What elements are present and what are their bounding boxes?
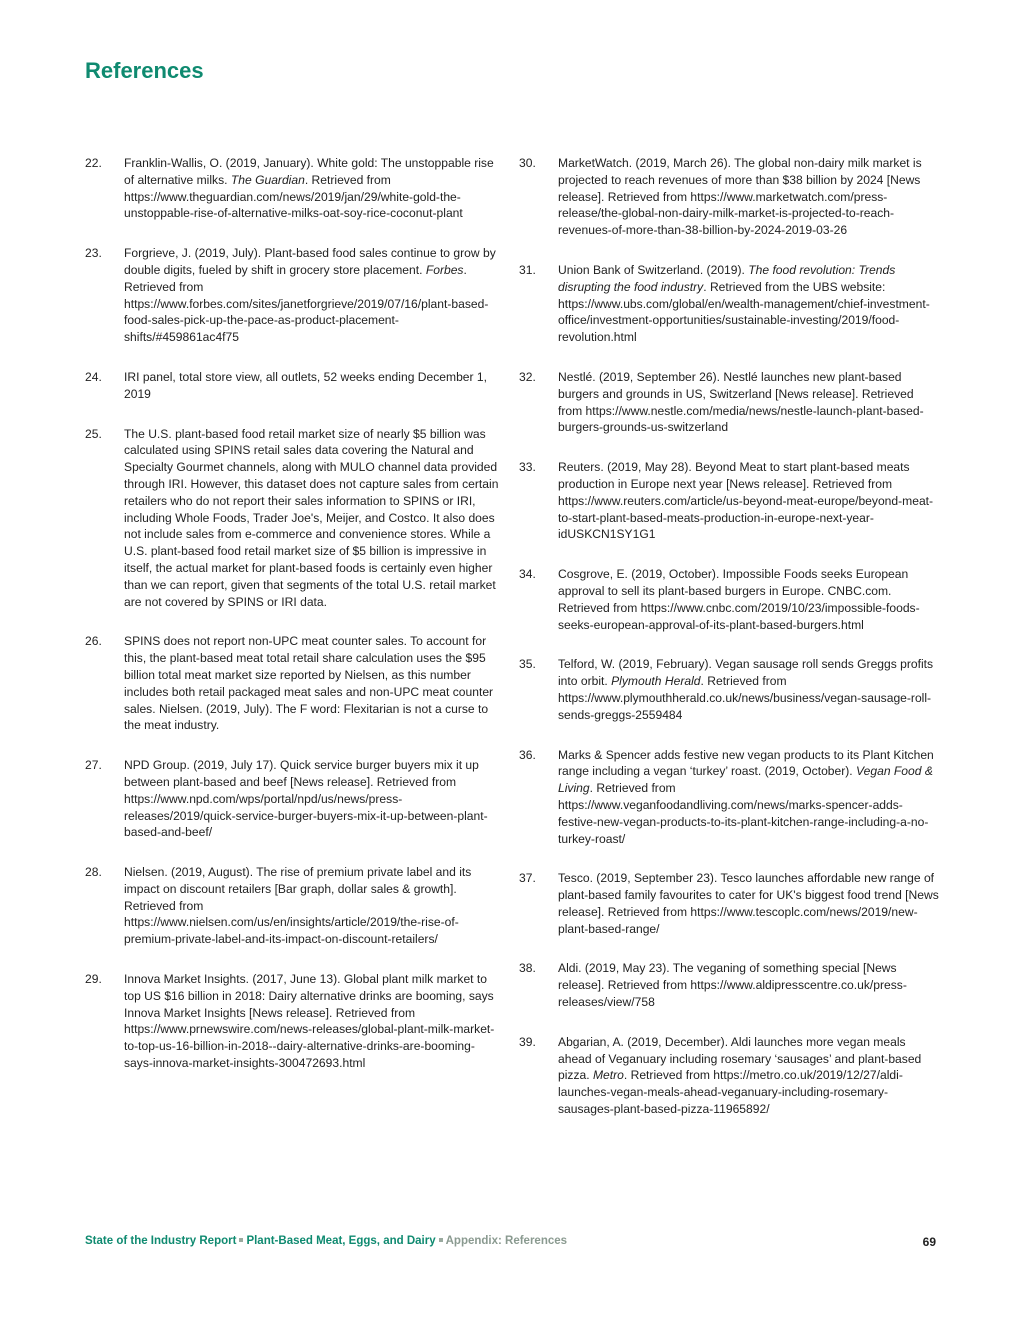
reference-text bbox=[124, 971, 503, 1072]
reference-text bbox=[124, 633, 503, 734]
reference-text-part: MarketWatch. (2019, March 26). The global non-dairy milk market is projected to reach revenues of more than $38 billion by 2024 [News release]. Retrieved from https://www.marketwatch.com/press-release/the-global-non-dairy-milk-market-is-projected-to-reach-revenues-of-more-than-38-billion-by-2024-2019-03-26 bbox=[558, 156, 922, 238]
reference-item bbox=[85, 426, 503, 611]
reference-item bbox=[519, 155, 939, 239]
reference-text-part: Telford, W. (2019, February). Vegan sausage roll sends Greggs profits into orbit. bbox=[558, 657, 934, 689]
reference-text-part: Union Bank of Switzerland. (2019). bbox=[558, 262, 749, 277]
reference-text-part: IRI panel, total store view, all outlets, 52 weeks ending December 1, 2019 bbox=[124, 369, 488, 401]
reference-item bbox=[519, 960, 939, 1010]
reference-number: 29. bbox=[85, 972, 102, 987]
reference-item bbox=[519, 459, 939, 543]
reference-text bbox=[124, 864, 503, 948]
reference-item bbox=[519, 262, 939, 346]
reference-text-part: Aldi. (2019, May 23). The veganing of something special [News release]. Retrieved from https://www.aldipresscentre.co.uk/press-releases/view/758 bbox=[558, 961, 907, 1010]
reference-text-part: Innova Market Insights. (2017, June 13). Global plant milk market to top US $16 billion in 2018: Dairy alternative drinks are booming, says Innova Market Insights [News release]. Retrieved from https://www.prnewswire.com/news-releases/global-plant-milk-market-to-top-us-16-billion-in-2018--dairy-alternative-drinks-are-booming-says-innova-market-insights-300472693.html bbox=[124, 972, 495, 1071]
reference-number: 36. bbox=[519, 747, 536, 762]
reference-text-part: Reuters. (2019, May 28). Beyond Meat to start plant-based meats production in Europe next year [News release]. Retrieved from https://www.reuters.com/article/us-beyond-meat-europe/beyond-meat-to-start-plant-based-meats-production-in-europe-next-year-idUSKCN1SY1G1 bbox=[558, 460, 934, 542]
page-number: 69 bbox=[922, 1235, 936, 1249]
page-title: References bbox=[85, 58, 204, 83]
reference-text-part: . Retrieved from https://metro.co.uk/2019/12/27/aldi-launches-vegan-meals-ahead-veganuary-including-rosemary-sausages-plant-based-pizza-11965892/ bbox=[558, 1068, 903, 1117]
reference-number: 23. bbox=[85, 246, 102, 261]
reference-number: 35. bbox=[519, 657, 536, 672]
reference-number: 31. bbox=[519, 262, 536, 277]
reference-text bbox=[558, 155, 939, 239]
reference-number: 27. bbox=[85, 758, 102, 773]
reference-item bbox=[85, 757, 503, 841]
reference-item bbox=[85, 245, 503, 346]
footer-breadcrumb bbox=[85, 1235, 567, 1247]
reference-item bbox=[519, 1034, 939, 1118]
reference-text-part: NPD Group. (2019, July 17). Quick service burger buyers mix it up between plant-based and beef [News release]. Retrieved from https://www.npd.com/wps/portal/npd/us/news/press-releases/2019/quick-service-burger-buyers-mix-it-up-between-plant-based-and-beef/ bbox=[124, 758, 488, 840]
reference-item bbox=[85, 369, 503, 403]
reference-number: 24. bbox=[85, 369, 102, 384]
reference-text-part: Nestlé. (2019, September 26). Nestlé launches new plant-based burgers and grounds in US, Switzerland [News release]. Retrieved from https://www.nestle.com/media/news/nestle-launch-plant-based-burgers-grounds-us-switzerland bbox=[558, 369, 924, 435]
reference-text-part: Tesco. (2019, September 23). Tesco launches affordable new range of plant-based family favourites to cater for UK's biggest food trend [News release]. Retrieved from https://www.tescoplc.com/news/2019/new-plant-based-range/ bbox=[558, 871, 939, 936]
reference-text-part: . Retrieved from https://www.plymouthherald.co.uk/news/business/vegan-sausage-roll-sends-greggs-2559484 bbox=[558, 674, 932, 722]
reference-number: 34. bbox=[519, 567, 536, 582]
separator-square-icon bbox=[239, 1238, 243, 1242]
reference-number: 32. bbox=[519, 369, 536, 384]
reference-text-part: Cosgrove, E. (2019, October). Impossible Foods seeks European approval to sell its plant-based burgers in Europe. CNBC.com. Retrieved from https://www.cnbc.com/2019/10/23/impossible-foods-seeks-european-approval-of-its-plant-based-burgers.html bbox=[558, 567, 920, 632]
reference-text-part: Franklin-Wallis, O. (2019, January). White gold: The unstoppable rise of alternative milks. bbox=[124, 156, 494, 187]
separator-square-icon bbox=[439, 1238, 443, 1242]
footer-report-title: State of the Industry Report bbox=[85, 1235, 237, 1247]
reference-text-part: The U.S. plant-based food retail market size of nearly $5 billion was calculated using SPINS retail sales data covering the Natural and Specialty Gourmet channels, along with MULO channel data provided through IRI. However, this dataset does not capture sales from certain retailers who do not report their sales information to SPINS or IRI, including Whole Foods, Trader Joe's, Meijer, and Costco. It also does not include sales from e-commerce and convenience stores. While a U.S. plant-based food retail market size of $5 billion is impressive in itself, the actual market for plant-based foods is certainly even higher than we can report, given that segments of the total U.S. retail market are not covered by SPINS or IRI data. bbox=[124, 426, 499, 609]
footer-section-title: Plant-Based Meat, Eggs, and Dairy bbox=[246, 1235, 436, 1247]
reference-text bbox=[124, 245, 503, 346]
reference-number: 28. bbox=[85, 865, 102, 880]
reference-text-part: . Retrieved from the UBS website: https://www.ubs.com/global/en/wealth-management/chief-investment-office/investment-opportunities/sustainable-investing/2019/food-revolution.html bbox=[558, 279, 930, 345]
reference-item bbox=[519, 656, 939, 723]
reference-number: 39. bbox=[519, 1034, 536, 1049]
reference-text-part: . Retrieved from https://www.veganfoodandliving.com/news/marks-spencer-adds-festive-new-vegan-products-to-its-plant-kitchen-range-including-a-no-turkey-roast/ bbox=[558, 781, 929, 846]
reference-text bbox=[124, 426, 503, 611]
reference-number: 38. bbox=[519, 961, 536, 976]
reference-number: 30. bbox=[519, 156, 536, 170]
reference-text bbox=[558, 656, 939, 723]
reference-number: 22. bbox=[85, 156, 102, 170]
reference-source-title: Forbes bbox=[425, 262, 464, 277]
reference-item bbox=[519, 369, 939, 436]
reference-text bbox=[558, 960, 939, 1010]
reference-number: 26. bbox=[85, 634, 102, 649]
reference-text bbox=[558, 262, 939, 346]
reference-source-title: The Guardian bbox=[230, 172, 305, 187]
reference-text bbox=[558, 870, 939, 937]
reference-text bbox=[124, 155, 503, 222]
reference-text bbox=[558, 459, 939, 543]
reference-text bbox=[558, 369, 939, 436]
reference-source-title: Metro bbox=[592, 1068, 624, 1083]
reference-item bbox=[519, 747, 939, 848]
reference-text bbox=[558, 566, 939, 633]
reference-text-part: . Retrieved from https://www.forbes.com/sites/janetforgrieve/2019/07/16/plant-based-food-sales-pick-up-the-pace-as-product-placement-shifts/#459861ac4f75 bbox=[124, 262, 489, 345]
reference-text bbox=[558, 747, 939, 848]
reference-text bbox=[124, 757, 503, 841]
reference-item bbox=[85, 155, 503, 222]
reference-item bbox=[85, 864, 503, 948]
reference-source-title: Vegan Food & Living bbox=[558, 764, 933, 796]
reference-text-part: Forgrieve, J. (2019, July). Plant-based food sales continue to grow by double digits, fueled by shift in grocery store placement. bbox=[124, 246, 496, 277]
reference-number: 25. bbox=[85, 426, 102, 441]
references-right-column bbox=[519, 155, 939, 1141]
reference-item bbox=[85, 633, 503, 734]
reference-text-part: SPINS does not report non-UPC meat counter sales. To account for this, the plant-based meat total retail share calculation uses the $95 billion total meat market size reported by Nielsen, as this number includes both retail packaged meat sales and non-UPC meat counter sales. Nielsen. (2019, July). The F word: Flexitarian is not a curse to the meat industry. bbox=[124, 634, 494, 733]
reference-text-part: . Retrieved from https://www.theguardian.com/news/2019/jan/29/white-gold-the-unstoppable-rise-of-alternative-milks-oat-soy-rice-coconut-plant bbox=[124, 172, 463, 221]
reference-item bbox=[85, 971, 503, 1072]
reference-source-title: The food revolution: Trends disrupting the food industry bbox=[558, 262, 896, 294]
reference-text-part: Nielsen. (2019, August). The rise of premium private label and its impact on discount retailers [Bar graph, dollar sales & growth]. Retrieved from https://www.nielsen.com/us/en/insights/article/2019/the-rise-of-premium-private-label-and-its-impact-on-discount-retailers/ bbox=[124, 865, 472, 947]
footer-subsection-title: Appendix: References bbox=[445, 1235, 568, 1247]
reference-number: 33. bbox=[519, 460, 536, 475]
reference-item bbox=[519, 870, 939, 937]
references-left-column bbox=[85, 155, 503, 1095]
reference-text-part: Abgarian, A. (2019, December). Aldi launches more vegan meals ahead of Veganuary including rosemary ‘sausages’ and plant-based pizza. bbox=[558, 1034, 922, 1083]
reference-number: 37. bbox=[519, 871, 536, 886]
reference-text-part: Marks & Spencer adds festive new vegan products to its Plant Kitchen range including a vegan ‘turkey’ roast. (2019, October). bbox=[558, 747, 934, 779]
reference-text bbox=[558, 1034, 939, 1118]
reference-item bbox=[519, 566, 939, 633]
reference-text bbox=[124, 369, 503, 403]
reference-source-title: Plymouth Herald bbox=[611, 674, 701, 689]
